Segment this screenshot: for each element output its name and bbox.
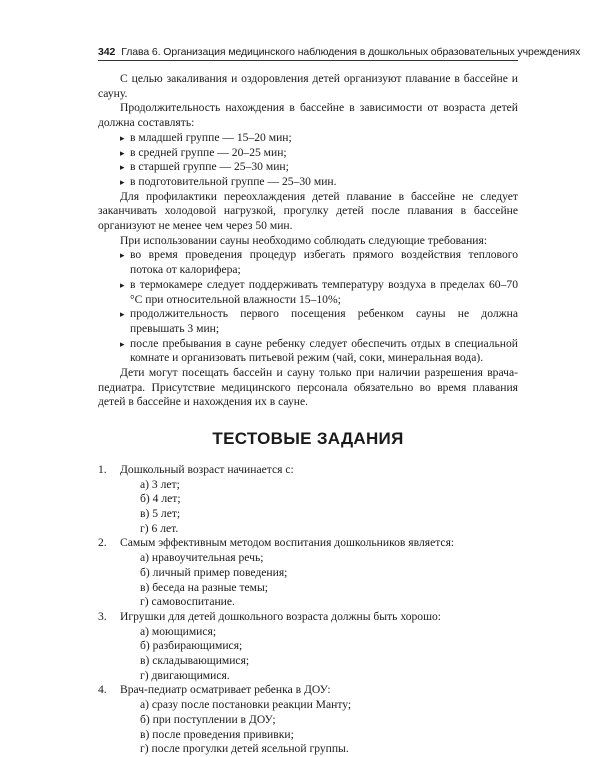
answer-options bbox=[120, 478, 518, 537]
sauna-requirements-list bbox=[120, 248, 518, 366]
question-4 bbox=[98, 683, 518, 757]
answer-option: г) двигающимися. bbox=[140, 668, 230, 682]
answer-option: б) личный пример поведения; bbox=[140, 565, 288, 579]
answer-options bbox=[120, 698, 518, 757]
paragraph-permission: Дети могут посещать бассейн и сауну только при наличии разрешения врача-педиатра. Присутствие медицинского персонала обязательно во время плавания детей в бассейне и нахождения их в сауне. bbox=[98, 366, 518, 409]
list-item: ▸ в подготовительной группе — 25–30 мин. bbox=[120, 175, 518, 190]
answer-option: б) 4 лет; bbox=[140, 492, 181, 506]
question-text: Врач-педиатр осматривает ребенка в ДОУ: bbox=[120, 683, 331, 697]
running-title: Глава 6. Организация медицинского наблюдения в дошкольных образовательных учреждениях bbox=[121, 46, 581, 58]
question-number: 1. bbox=[98, 462, 107, 476]
section-title: ТЕСТОВЫЕ ЗАДАНИЯ bbox=[212, 429, 404, 449]
answer-option: а) сразу после постановки реакции Манту; bbox=[140, 698, 352, 712]
running-header bbox=[98, 46, 581, 61]
list-item: ▸ продолжительность первого посещения ребенком сауны не должна превышать 3 мин; bbox=[120, 307, 518, 336]
question-number: 2. bbox=[98, 536, 107, 550]
pool-duration-list bbox=[120, 131, 518, 190]
question-1 bbox=[98, 463, 518, 537]
list-item: ▸ после пребывания в сауне ребенку следует обеспечить отдых в специальной комнате и организовать питьевой режим (чай, соки, минеральная вода). bbox=[120, 337, 518, 366]
question-text: Самым эффективным методом воспитания дошкольников является: bbox=[120, 536, 455, 550]
question-text: Игрушки для детей дошкольного возраста должны быть хорошо: bbox=[120, 609, 442, 623]
answer-option: а) 3 лет; bbox=[140, 477, 180, 491]
answer-option: в) складывающимися; bbox=[140, 654, 250, 668]
answer-option: а) нравоучительная речь; bbox=[140, 551, 264, 565]
answer-option: б) разбирающимися; bbox=[140, 639, 243, 653]
question-2 bbox=[98, 536, 518, 610]
answer-option: а) моющимися; bbox=[140, 624, 217, 638]
question-3 bbox=[98, 610, 518, 684]
answer-option: б) при поступлении в ДОУ; bbox=[140, 712, 276, 726]
page-number: 342 bbox=[98, 46, 116, 58]
paragraph-sauna-requirements: При использовании сауны необходимо соблюдать следующие требования: bbox=[120, 233, 488, 247]
question-number: 3. bbox=[98, 609, 107, 623]
answer-option: г) после прогулки детей ясельной группы. bbox=[140, 742, 349, 756]
list-item: ▸ в младшей группе — 15–20 мин; bbox=[120, 131, 518, 146]
paragraph-pool-duration: Продолжительность нахождения в бассейне в зависимости от возраста детей должна составлять: bbox=[98, 101, 518, 130]
list-item: ▸ в термокамере следует поддерживать температуру воздуха в пределах 60–70 °С при относительной влажности 15–10%; bbox=[120, 278, 518, 307]
list-item: ▸ в средней группе — 20–25 мин; bbox=[120, 146, 518, 161]
answer-option: в) после проведения прививки; bbox=[140, 727, 294, 741]
answer-option: в) 5 лет; bbox=[140, 506, 181, 520]
question-number: 4. bbox=[98, 683, 107, 697]
paragraph-intro: С целью закаливания и оздоровления детей организуют плавание в бассейне и сауну. bbox=[98, 72, 518, 100]
page-body bbox=[98, 72, 518, 757]
answer-option: г) 6 лет. bbox=[140, 521, 179, 535]
answer-option: в) беседа на разные темы; bbox=[140, 580, 269, 594]
answer-options bbox=[120, 551, 518, 610]
answer-option: г) самовоспитание. bbox=[140, 595, 235, 609]
list-item: ▸ во время проведения процедур избегать прямого воздействия теплового потока от калорифера; bbox=[120, 248, 518, 277]
answer-options bbox=[120, 625, 518, 684]
question-text: Дошкольный возраст начинается с: bbox=[120, 462, 294, 476]
test-questions bbox=[98, 463, 518, 757]
paragraph-hypothermia: Для профилактики переохлаждения детей плавание в бассейне не следует заканчивать холодовой нагрузкой, прогулку детей после плавания в бассейне организуют не менее чем через 50 мин. bbox=[98, 189, 518, 233]
list-item: ▸ в старшей группе — 25–30 мин; bbox=[120, 160, 518, 175]
